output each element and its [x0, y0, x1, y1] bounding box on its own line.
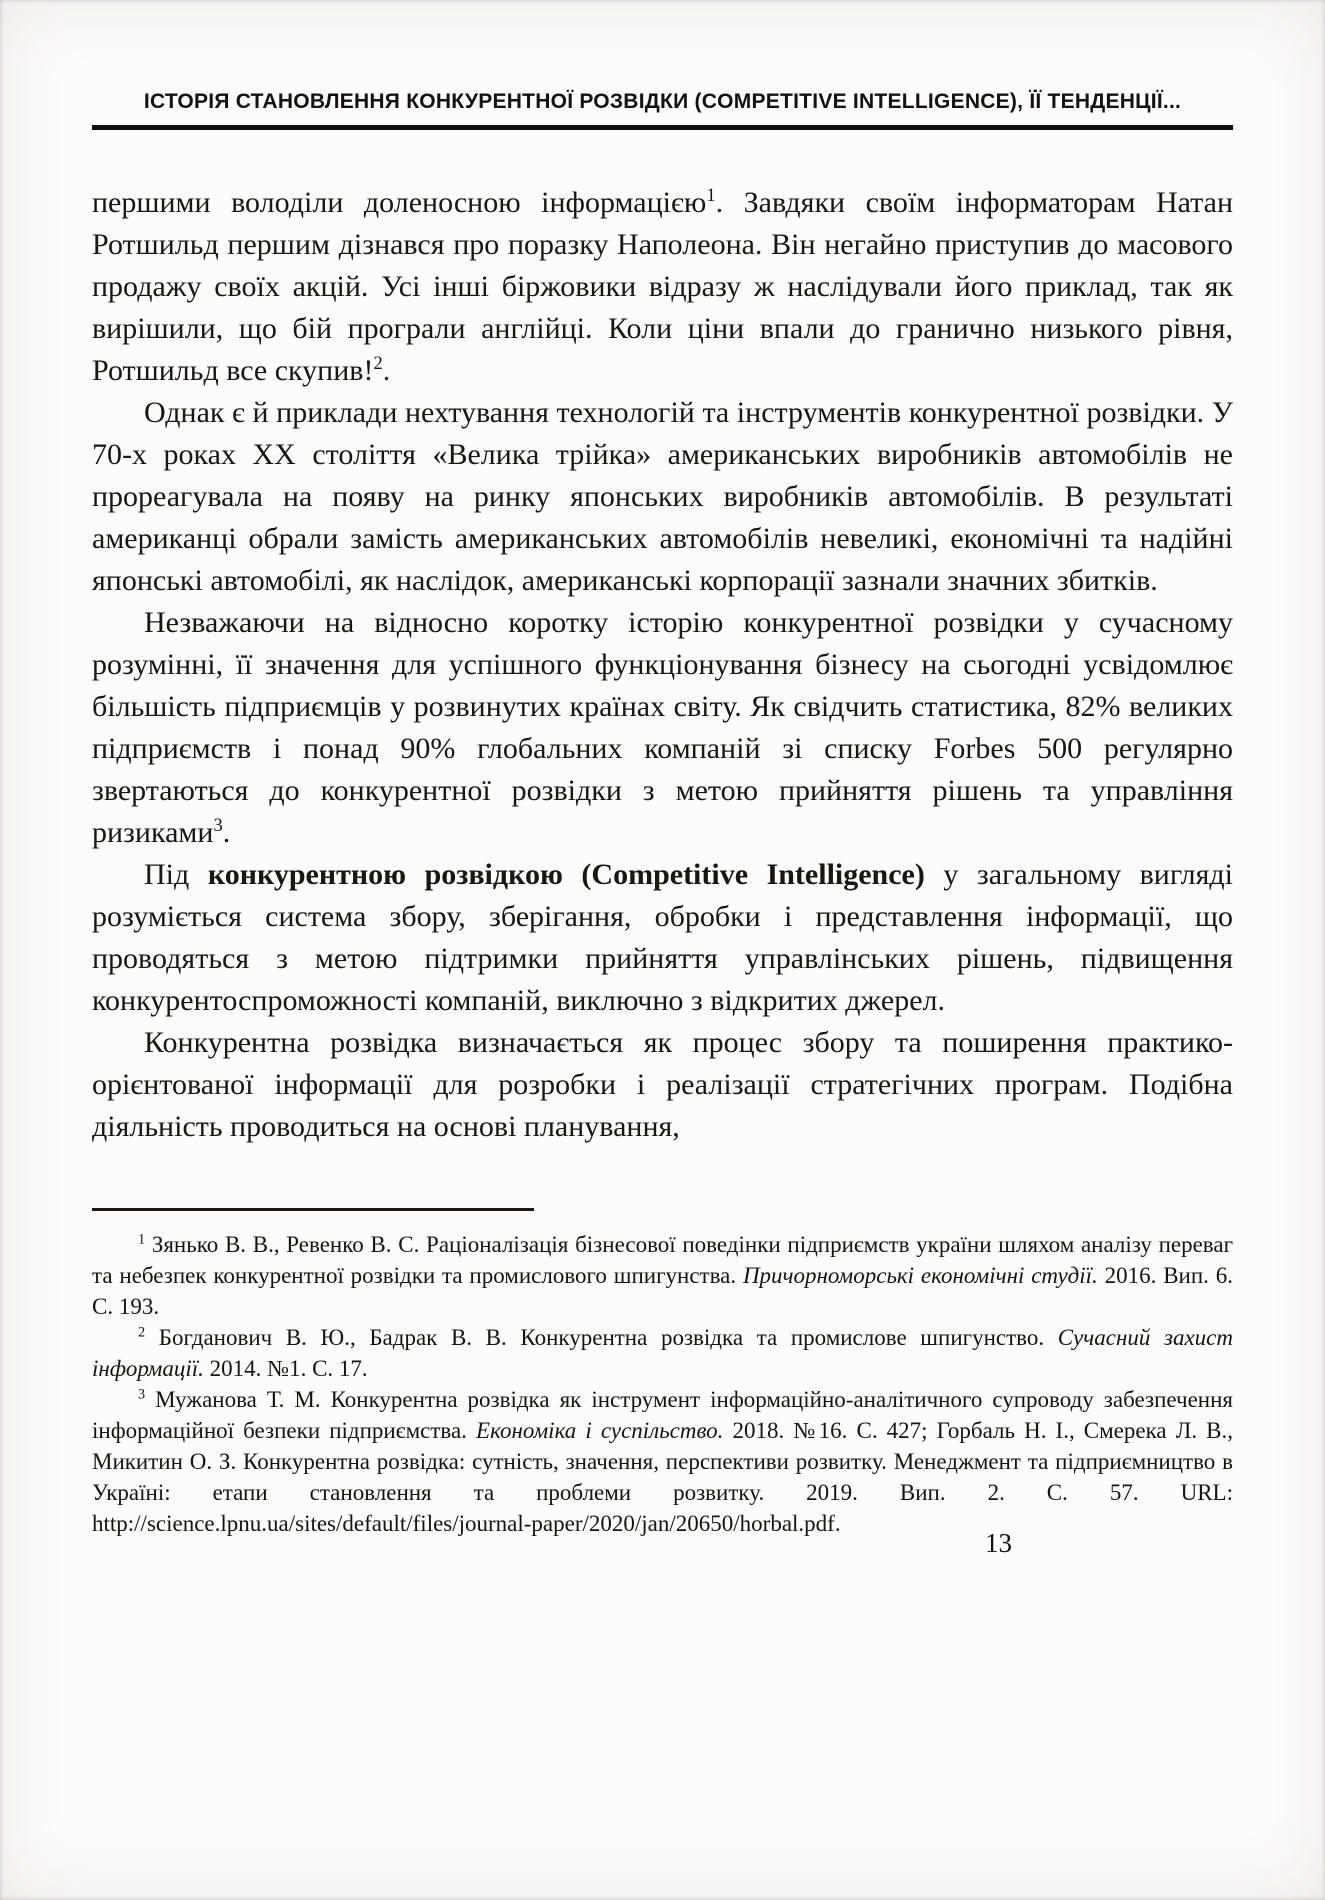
paragraph — [92, 182, 1233, 392]
running-title: ІСТОРІЯ СТАНОВЛЕННЯ КОНКУРЕНТНОЇ РОЗВІДКИ (COMPETITIVE INTELLIGENCE), ЇЇ ТЕНДЕНЦІЇ... — [143, 90, 1182, 113]
footnote-text: 2016. Вип. 6. С. 193. — [92, 1263, 1233, 1319]
key-term-bold: конкурентною розвідкою (Competitive Intelligence) — [207, 858, 925, 891]
paragraph — [92, 1022, 1233, 1148]
journal-title: Сучасний захист інформації. — [92, 1325, 1233, 1381]
paragraph — [92, 392, 1233, 602]
text-run: Під — [144, 858, 208, 891]
text-run: . Завдяки своїм інформаторам Натан Ротшильд першим дізнався про поразку Наполеона. Він негайно приступив до масового продажу своїх акцій. Усі інші біржовики відразу ж наслідували його приклад, так як вирішили, що бій програли англійці. Коли ціни впали до гранично низького рівня, Ротшильд все скупив! — [92, 186, 1233, 387]
footnote-2 — [92, 1322, 1233, 1384]
text-run: Конкурентна розвідка визначається як процес збору та поширення практико-орієнтованої інформації для розробки і реалізації стратегічних програм. Подібна діяльність проводиться на основі планування, — [92, 1026, 1233, 1143]
page-number: 13 — [985, 1528, 1012, 1558]
text-run: . — [222, 816, 231, 849]
footnote-text: Богданович В. Ю., Бадрак В. В. Конкурентна розвідка та промислове шпигунство. — [145, 1325, 1058, 1350]
paragraph — [92, 602, 1233, 854]
footnotes-section — [92, 1229, 1233, 1539]
footnote-marker-1: 1 — [706, 185, 716, 206]
footnote-3 — [92, 1384, 1233, 1539]
text-run: . — [382, 354, 391, 387]
journal-title: Економіка і суспільство. — [476, 1418, 724, 1443]
text-run: у загальному вигляді розуміється система збору, зберігання, обробки і представлення інформації, що проводяться з метою підтримки прийняття управлінських рішень, підвищення конкурентоспроможності компаній, виключно з відкритих джерел. — [92, 858, 1234, 1017]
text-run: Однак є й приклади нехтування технологій та інструментів конкурентної розвідки. У 70-х роках XX століття «Велика трійка» американських виробників автомобілів не прореагувала на появу на ринку японських виробників автомобілів. В результаті американці обрали замість американських автомобілів невеликі, економічні та надійні японські автомобілі, як наслідок, американські корпорації зазнали значних збитків. — [92, 396, 1233, 597]
text-run: першими володіли доленосною інформацією — [92, 186, 707, 219]
footnote-2-marker: 2 — [138, 1324, 146, 1341]
footnote-text: 2014. №1. С. 17. — [203, 1356, 368, 1381]
footnote-marker-2: 2 — [373, 353, 383, 374]
footnote-text: 2018. №16. С. 427; Горбаль Н. І., Смерека Л. В., Микитин О. З. Конкурентна розвідка: сутність, значення, перспективи розвитку. Менеджмент та підприємництво в Україні: етапи становлення та проблеми розвитку. 2019. Вип. 2. С. 57. URL: http://science.lpnu.ua/sites/default/files/journal-paper/2020/jan/20650/horbal.pdf. — [92, 1418, 1234, 1536]
journal-title: Причорноморські економічні студії. — [742, 1263, 1098, 1288]
footnote-marker-3: 3 — [213, 815, 223, 836]
text-run: Незважаючи на відносно коротку історію конкурентної розвідки у сучасному розумінні, її значення для успішного функціонування бізнесу на сьогодні усвідомлює більшість підприємців у розвинутих країнах світу. Як свідчить статистика, 82% великих підприємств і понад 90% глобальних компаній зі списку Forbes 500 регулярно звертаються до конкурентної розвідки з метою прийняття рішень та управління ризиками — [92, 606, 1233, 849]
running-header — [92, 90, 1233, 130]
footnote-1 — [92, 1229, 1233, 1322]
footnote-1-marker: 1 — [138, 1231, 146, 1248]
footnote-text: Зянько В. В., Ревенко В. С. Раціоналізація бізнесової поведінки підприємств україни шляхом аналізу переваг та небезпек конкурентної розвідки та промислового шпигунства. — [92, 1232, 1233, 1288]
paragraph — [92, 854, 1233, 1022]
footnote-3-marker: 3 — [138, 1386, 146, 1403]
footnote-text: Мужанова Т. М. Конкурентна розвідка як інструмент інформаційно-аналітичного супроводу забезпечення інформаційної безпеки підприємства. — [92, 1387, 1233, 1443]
footnote-separator-rule — [92, 1208, 534, 1211]
page-body-text — [92, 182, 1233, 1148]
